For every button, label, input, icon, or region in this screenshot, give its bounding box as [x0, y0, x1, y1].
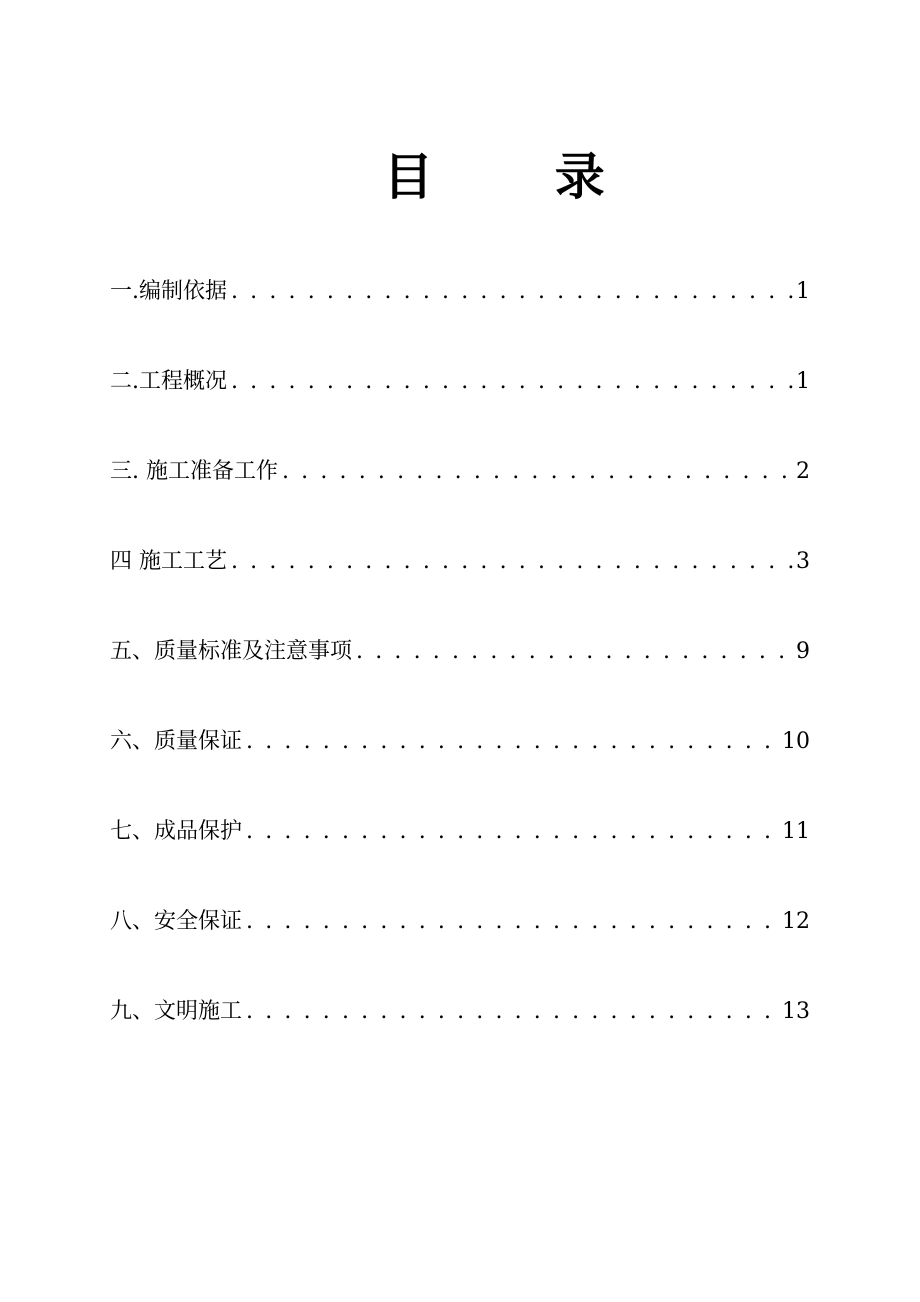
toc-dot-leader [246, 992, 780, 1032]
toc-entry[interactable] [110, 272, 810, 362]
toc-entry-label: 二.工程概况 [110, 369, 227, 394]
table-of-contents [110, 272, 810, 1082]
toc-entry[interactable] [110, 362, 810, 452]
toc-entry-page: 13 [782, 999, 810, 1024]
toc-entry-label: 七、成品保护 [110, 819, 243, 844]
toc-dot-leader [246, 902, 780, 942]
toc-entry-page: 12 [782, 909, 810, 934]
toc-dot-leader [246, 812, 780, 852]
toc-dot-leader [231, 362, 794, 402]
toc-entry-label: 五、质量标准及注意事项 [110, 639, 353, 664]
toc-entry-page: 11 [782, 819, 810, 844]
toc-entry-label: 三. 施工准备工作 [110, 459, 278, 484]
toc-dot-leader [246, 722, 780, 762]
toc-entry-page: 1 [796, 279, 810, 304]
toc-entry-page: 10 [782, 729, 810, 754]
toc-dot-leader [231, 272, 794, 312]
toc-entry[interactable] [110, 632, 810, 722]
toc-entry-label: 九、文明施工 [110, 999, 243, 1024]
toc-entry-page: 2 [796, 459, 810, 484]
toc-dot-leader [282, 452, 794, 492]
toc-entry-page: 3 [796, 549, 810, 574]
toc-entry-label: 六、质量保证 [110, 729, 243, 754]
toc-entry[interactable] [110, 902, 810, 992]
toc-entry[interactable] [110, 992, 810, 1082]
toc-entry-page: 9 [796, 639, 810, 664]
toc-dot-leader [231, 542, 794, 582]
toc-entry-label: 四 施工工艺 [110, 549, 227, 574]
toc-entry[interactable] [110, 722, 810, 812]
toc-entry[interactable] [110, 452, 810, 542]
toc-entry[interactable] [110, 812, 810, 902]
toc-entry[interactable] [110, 542, 810, 632]
toc-entry-label: 一.编制依据 [110, 279, 227, 304]
toc-entry-label: 八、安全保证 [110, 909, 243, 934]
toc-entry-page: 1 [796, 369, 810, 394]
page-title: 目 录 [383, 148, 657, 206]
toc-dot-leader [356, 632, 794, 672]
